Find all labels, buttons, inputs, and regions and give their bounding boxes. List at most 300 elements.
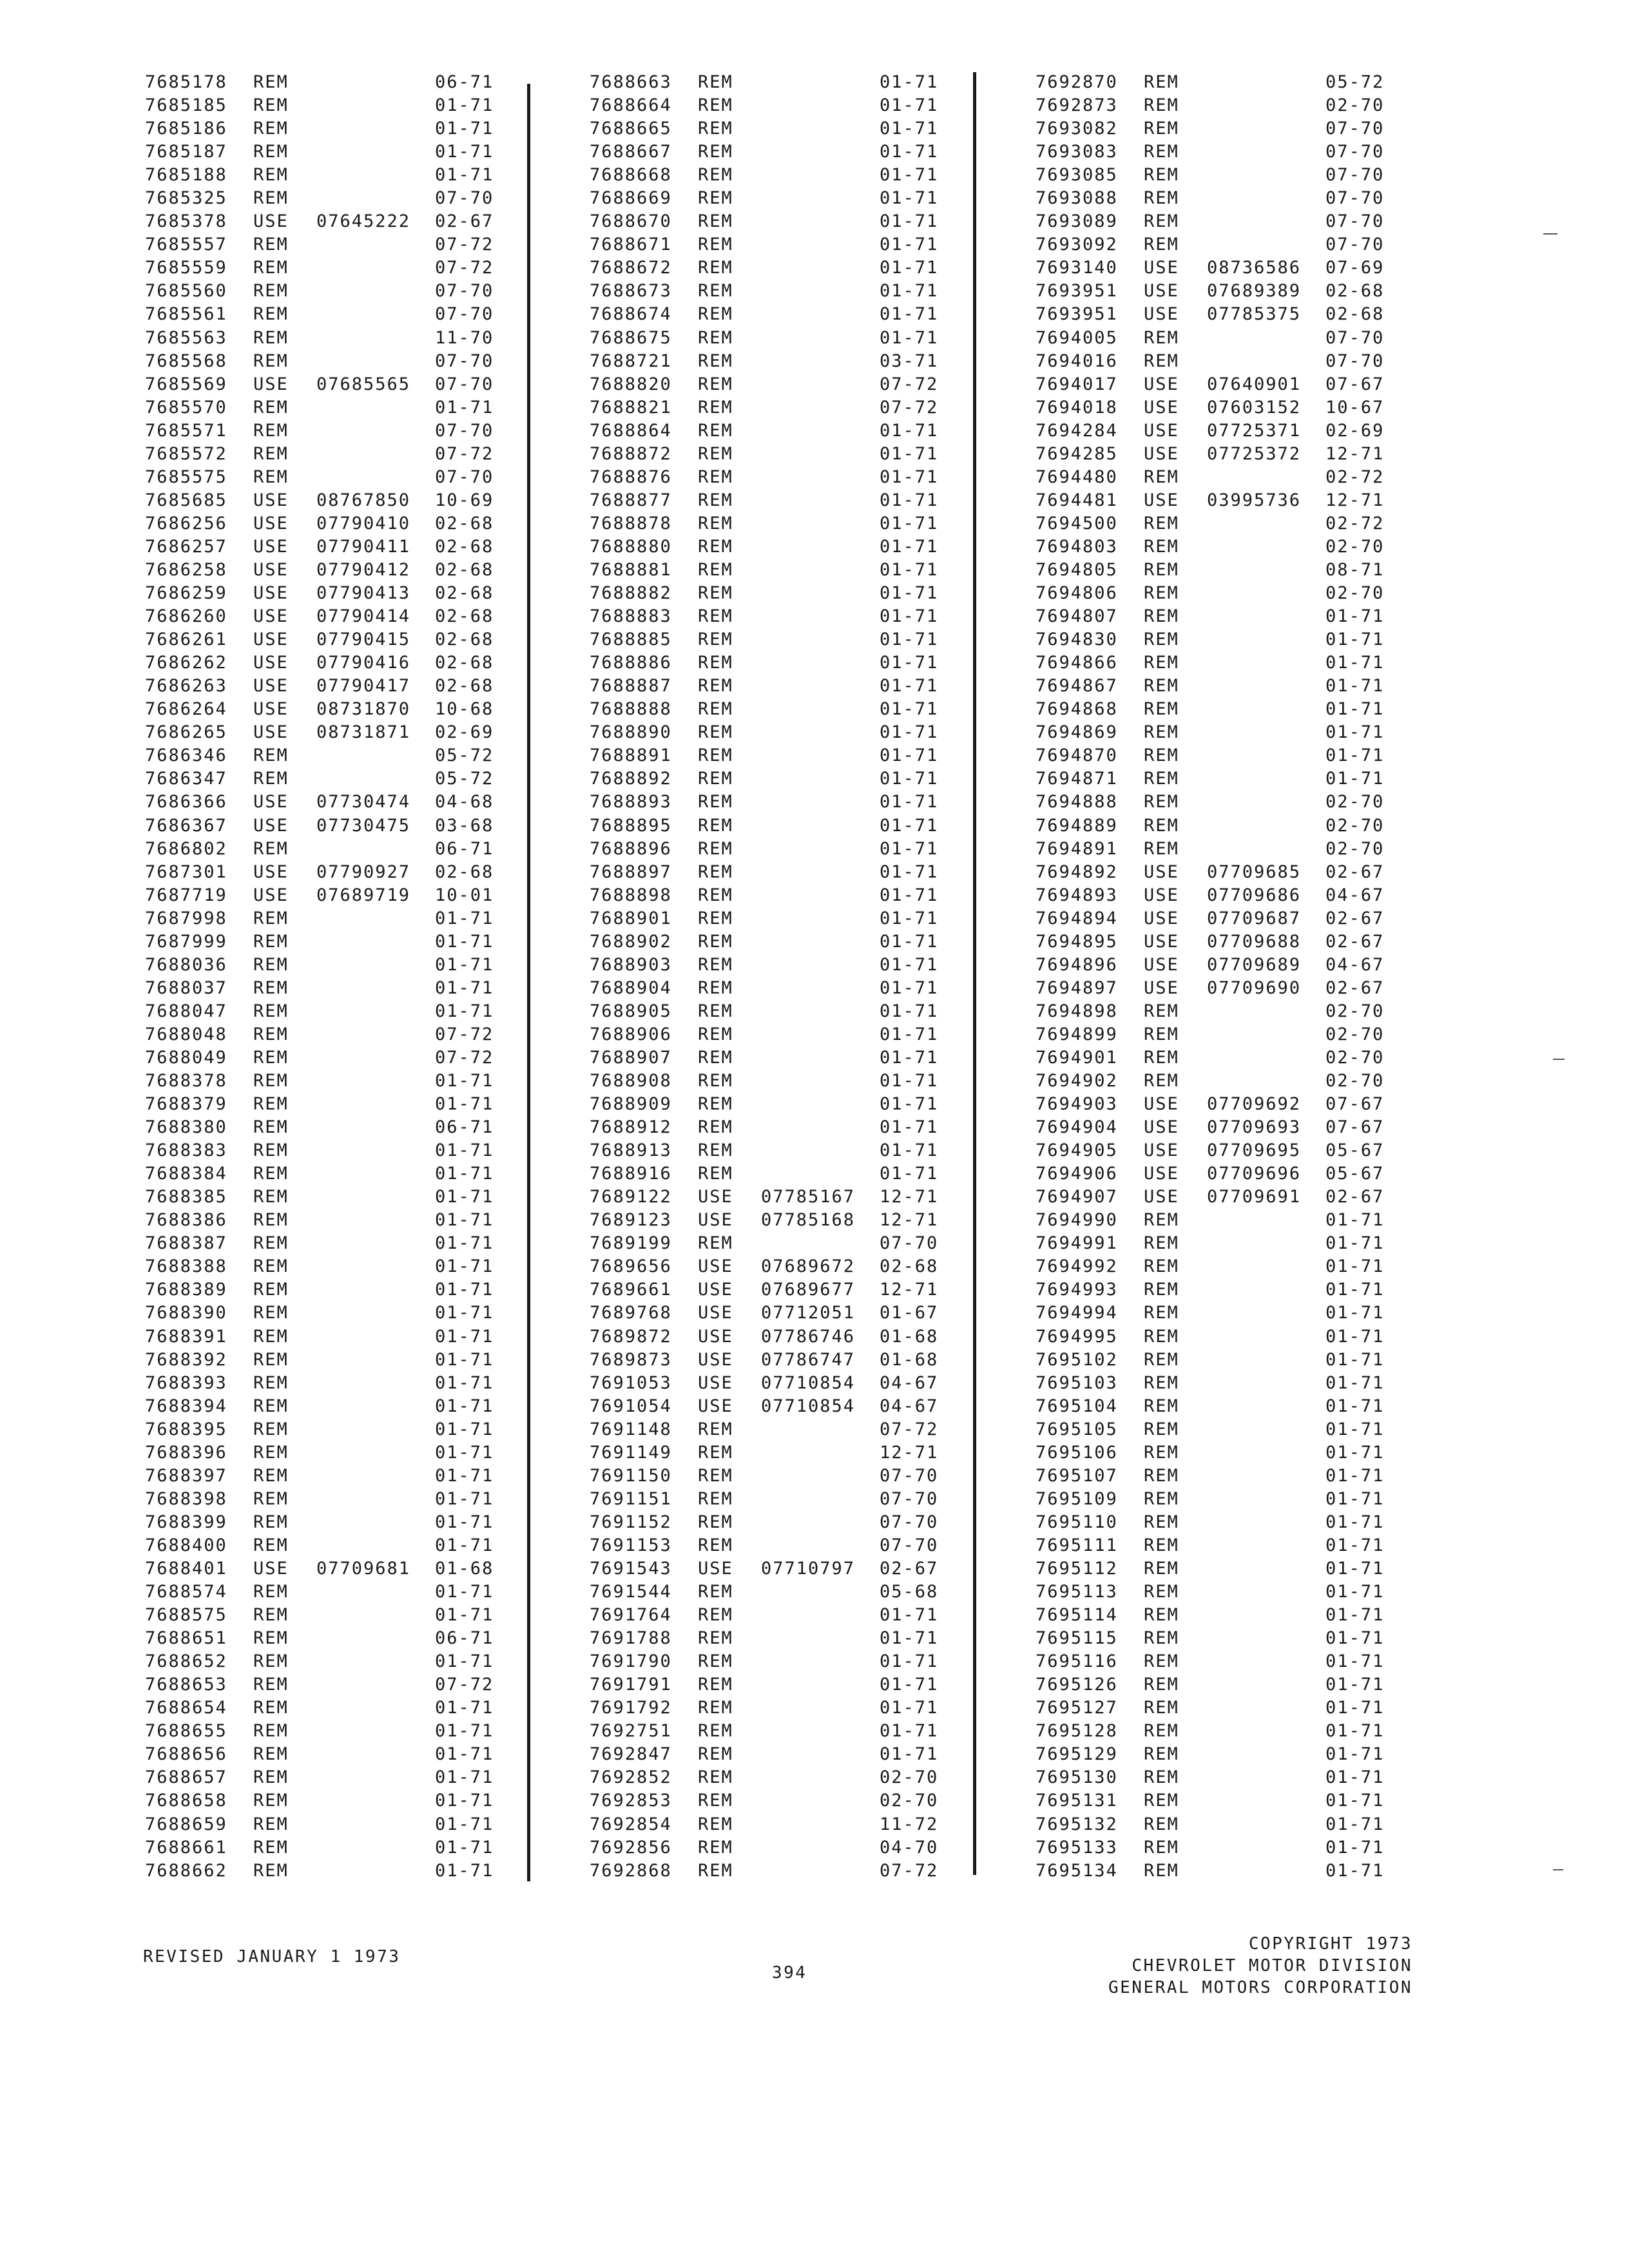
action-code: USE [1144,977,1179,998]
part-number: 7685557 [145,235,227,255]
part-number: 7691788 [590,1628,672,1649]
effective-date: 12-71 [1325,443,1385,464]
action-code: REM [1144,653,1179,673]
effective-date: 04-67 [1325,885,1385,905]
list-item [145,1046,570,1070]
list-item [1036,791,1461,814]
part-number: 7694869 [1036,722,1118,743]
part-number: 7695131 [1036,1791,1118,1811]
list-item [145,1557,570,1581]
part-number: 7694016 [1036,351,1118,371]
list-item [145,350,570,373]
effective-date: 02-68 [880,1256,939,1277]
list-item [590,1836,1015,1860]
copyright-line: COPYRIGHT 1973 [1248,1934,1412,1954]
part-number: 7695104 [1036,1396,1118,1416]
effective-date: 01-71 [1325,1605,1385,1626]
part-number: 7691791 [590,1675,672,1695]
list-item [145,1604,570,1627]
action-code: REM [698,490,733,510]
effective-date: 01-71 [435,1605,494,1626]
replacement-part-number: 07725371 [1207,420,1302,441]
effective-date: 01-71 [1325,606,1385,627]
list-item [1036,1465,1461,1488]
effective-date: 07-72 [435,443,494,464]
list-item [1036,1325,1461,1349]
part-number: 7691151 [590,1488,672,1509]
part-number: 7688390 [145,1303,227,1323]
effective-date: 11-70 [435,327,494,348]
list-item [590,1278,1015,1302]
part-number: 7694898 [1036,1001,1118,1021]
effective-date: 03-68 [435,815,494,836]
effective-date: 07-70 [880,1488,939,1509]
effective-date: 01-71 [880,676,939,697]
part-number: 7686802 [145,838,227,859]
list-item [1036,1650,1461,1673]
replacement-part-number: 07785167 [761,1187,856,1207]
action-code: REM [1144,1535,1179,1555]
part-number: 7692853 [590,1791,672,1811]
action-code: REM [253,1675,289,1695]
part-number: 7695113 [1036,1582,1118,1602]
list-item [590,1720,1015,1743]
action-code: REM [1144,327,1179,348]
action-code: REM [1144,629,1179,650]
list-item [1036,303,1461,326]
action-code: REM [698,1047,733,1068]
effective-date: 01-71 [435,1372,494,1393]
replacement-part-number: 07689389 [1207,281,1302,302]
list-item [1036,1255,1461,1278]
list-item [1036,1139,1461,1162]
part-number: 7695103 [1036,1372,1118,1393]
effective-date: 02-68 [435,653,494,673]
action-code: USE [1144,1164,1179,1184]
part-number: 7688913 [590,1140,672,1161]
action-code: REM [1144,1326,1179,1347]
effective-date: 01-71 [880,931,939,952]
action-code: REM [698,1628,733,1649]
action-code: REM [698,1164,733,1184]
action-code: REM [253,1767,289,1788]
part-number: 7688667 [590,142,672,162]
list-item [590,535,1015,559]
part-number: 7692852 [590,1767,672,1788]
part-number: 7686258 [145,559,227,580]
list-item [590,140,1015,164]
effective-date: 01-71 [435,1791,494,1811]
action-code: REM [698,815,733,836]
part-number: 7694994 [1036,1303,1118,1323]
action-code: USE [253,536,289,557]
replacement-part-number: 07709690 [1207,977,1302,998]
action-code: REM [253,1094,289,1115]
action-code: USE [253,583,289,604]
part-number: 7686260 [145,606,227,627]
effective-date: 01-71 [880,443,939,464]
part-number: 7691153 [590,1535,672,1555]
effective-date: 01-71 [435,1442,494,1463]
list-item [145,210,570,233]
effective-date: 06-71 [435,72,494,92]
action-code: REM [1144,1465,1179,1486]
effective-date: 01-71 [1325,1442,1385,1463]
part-number: 7685178 [145,72,227,92]
action-code: REM [698,443,733,464]
replacement-part-number: 07709687 [1207,908,1302,928]
action-code: REM [698,954,733,975]
list-item [1036,814,1461,838]
replacement-part-number: 07709686 [1207,885,1302,905]
list-item [145,559,570,582]
action-code: REM [253,1117,289,1138]
replacement-part-number: 07730475 [316,815,411,836]
part-number: 7688393 [145,1372,227,1393]
list-item [145,187,570,210]
action-code: REM [253,351,289,371]
effective-date: 10-01 [435,885,494,905]
part-number: 7688394 [145,1396,227,1416]
action-code: REM [698,165,733,186]
part-number: 7688575 [145,1605,227,1626]
part-number: 7688665 [590,119,672,139]
part-number: 7695126 [1036,1675,1118,1695]
part-number: 7691152 [590,1512,672,1532]
effective-date: 01-71 [880,1698,939,1718]
action-code: REM [698,1744,733,1765]
part-number: 7689873 [590,1349,672,1370]
effective-date: 01-71 [880,1164,939,1184]
replacement-part-number: 07786747 [761,1349,856,1370]
list-item [1036,1743,1461,1766]
list-item [145,1511,570,1534]
list-item [145,1116,570,1139]
effective-date: 01-71 [880,165,939,186]
replacement-part-number: 07790415 [316,629,411,650]
part-number: 7688864 [590,420,672,441]
part-number: 7694888 [1036,792,1118,812]
action-code: REM [253,397,289,418]
replacement-part-number: 08731871 [316,722,411,743]
effective-date: 01-71 [880,792,939,812]
effective-date: 01-71 [880,258,939,278]
effective-date: 01-71 [435,1837,494,1858]
part-number: 7692870 [1036,72,1118,92]
list-item [145,233,570,256]
action-code: USE [698,1326,733,1347]
list-item [1036,1673,1461,1696]
effective-date: 03-71 [880,351,939,371]
effective-date: 01-71 [435,908,494,928]
list-item [145,1766,570,1789]
part-number: 7694500 [1036,513,1118,533]
effective-date: 01-71 [880,1628,939,1649]
effective-date: 07-70 [880,1465,939,1486]
part-number: 7686263 [145,676,227,697]
part-number: 7694481 [1036,490,1118,510]
action-code: REM [1144,1233,1179,1254]
action-code: REM [253,931,289,952]
action-code: REM [698,722,733,743]
effective-date: 02-70 [880,1767,939,1788]
part-number: 7688658 [145,1791,227,1811]
effective-date: 01-71 [1325,722,1385,743]
part-number: 7688388 [145,1256,227,1277]
action-code: REM [698,513,733,533]
part-number: 7695114 [1036,1605,1118,1626]
list-item [145,605,570,628]
part-number: 7694285 [1036,443,1118,464]
action-code: USE [698,1349,733,1370]
part-number: 7693082 [1036,119,1118,139]
action-code: REM [1144,1024,1179,1044]
list-item [1036,94,1461,117]
action-code: REM [1144,1721,1179,1742]
replacement-part-number: 07785375 [1207,304,1302,325]
part-number: 7686262 [145,653,227,673]
part-number: 7691792 [590,1698,672,1718]
effective-date: 02-68 [435,559,494,580]
effective-date: 01-71 [880,1094,939,1115]
part-number: 7688883 [590,606,672,627]
part-number: 7688664 [590,95,672,116]
list-item [1036,1789,1461,1812]
effective-date: 01-71 [435,1767,494,1788]
replacement-part-number: 07710854 [761,1372,856,1393]
part-number: 7688892 [590,769,672,789]
action-code: REM [253,165,289,186]
effective-date: 02-67 [880,1559,939,1579]
part-number: 7688898 [590,885,672,905]
list-item [145,512,570,535]
part-number: 7694905 [1036,1140,1118,1161]
action-code: REM [253,1233,289,1254]
action-code: REM [1144,606,1179,627]
action-code: REM [698,119,733,139]
effective-date: 01-71 [880,838,939,859]
part-number: 7692854 [590,1814,672,1834]
part-number: 7695127 [1036,1698,1118,1718]
list-item [1036,1070,1461,1093]
effective-date: 01-71 [435,1326,494,1347]
part-number: 7694017 [1036,374,1118,394]
action-code: REM [253,1071,289,1091]
replacement-part-number: 07709692 [1207,1094,1302,1115]
list-item [145,1278,570,1302]
list-item [590,1511,1015,1534]
effective-date: 02-68 [435,606,494,627]
effective-date: 01-71 [880,327,939,348]
action-code: REM [1144,351,1179,371]
action-code: REM [1144,1837,1179,1858]
part-number: 7688663 [590,72,672,92]
part-number: 7691543 [590,1559,672,1579]
list-item [1036,628,1461,651]
action-code: REM [1144,676,1179,697]
part-number: 7685561 [145,304,227,325]
part-number: 7692873 [1036,95,1118,116]
part-number: 7688396 [145,1442,227,1463]
list-item [1036,1813,1461,1836]
action-code: REM [698,745,733,766]
list-item [145,1720,570,1743]
part-number: 7694895 [1036,931,1118,952]
list-item [145,94,570,117]
part-number: 7688882 [590,583,672,604]
scan-mark [1553,1869,1563,1870]
list-item [1036,419,1461,443]
action-code: REM [1144,1559,1179,1579]
list-item [145,1372,570,1395]
part-number: 7694995 [1036,1326,1118,1347]
action-code: REM [253,258,289,278]
action-code: REM [253,1698,289,1718]
effective-date: 01-71 [880,722,939,743]
part-number: 7691544 [590,1582,672,1602]
list-item [590,698,1015,721]
list-item [590,861,1015,884]
list-item [590,117,1015,140]
list-item [145,814,570,838]
list-item [145,117,570,140]
action-code: USE [698,1559,733,1579]
replacement-part-number: 07790414 [316,606,411,627]
replacement-part-number: 07790416 [316,653,411,673]
effective-date: 01-71 [435,931,494,952]
list-item [1036,582,1461,605]
part-number: 7686366 [145,792,227,812]
action-code: USE [1144,420,1179,441]
action-code: REM [253,142,289,162]
effective-date: 07-72 [880,374,939,394]
effective-date: 02-70 [1325,1001,1385,1021]
list-item [1036,1604,1461,1627]
list-item [1036,977,1461,1000]
effective-date: 01-71 [435,1396,494,1416]
action-code: REM [698,188,733,209]
action-code: REM [253,327,289,348]
list-item [145,744,570,767]
part-number: 7688037 [145,977,227,998]
list-item [145,767,570,791]
part-number: 7688379 [145,1094,227,1115]
part-number: 7693951 [1036,304,1118,325]
effective-date: 02-70 [1325,838,1385,859]
part-number: 7694991 [1036,1233,1118,1254]
effective-date: 01-71 [1325,1326,1385,1347]
effective-date: 01-71 [880,1675,939,1695]
part-number: 7688661 [145,1837,227,1858]
list-item [590,466,1015,489]
part-number: 7686259 [145,583,227,604]
action-code: REM [1144,1582,1179,1602]
list-item [1036,698,1461,721]
effective-date: 07-70 [880,1535,939,1555]
effective-date: 01-71 [435,1164,494,1184]
effective-date: 01-71 [435,119,494,139]
part-number: 7688669 [590,188,672,209]
action-code: REM [253,1837,289,1858]
action-code: REM [253,72,289,92]
effective-date: 01-68 [435,1559,494,1579]
part-number: 7695111 [1036,1535,1118,1555]
action-code: REM [253,281,289,302]
part-number: 7694866 [1036,653,1118,673]
part-number: 7694018 [1036,397,1118,418]
action-code: REM [698,1582,733,1602]
list-item [1036,1116,1461,1139]
list-item [1036,1023,1461,1046]
list-item [590,1139,1015,1162]
part-number: 7694894 [1036,908,1118,928]
effective-date: 12-71 [880,1442,939,1463]
effective-date: 01-71 [1325,1349,1385,1370]
action-code: USE [1144,861,1179,882]
action-code: USE [1144,1094,1179,1115]
effective-date: 07-72 [435,258,494,278]
list-item [590,1534,1015,1557]
list-item [1036,71,1461,94]
effective-date: 05-72 [1325,72,1385,92]
effective-date: 01-71 [435,1001,494,1021]
part-number: 7685569 [145,374,227,394]
list-item [145,1023,570,1046]
effective-date: 01-71 [880,769,939,789]
part-number: 7685568 [145,351,227,371]
list-item [145,1000,570,1023]
list-item [590,838,1015,861]
action-code: REM [1144,1814,1179,1834]
list-item [1036,605,1461,628]
list-item [590,744,1015,767]
effective-date: 07-70 [1325,211,1385,232]
action-code: USE [253,490,289,510]
action-code: USE [1144,374,1179,394]
action-code: REM [1144,235,1179,255]
action-code: REM [1144,72,1179,92]
part-number: 7689122 [590,1187,672,1207]
effective-date: 08-71 [1325,559,1385,580]
list-item [590,164,1015,187]
effective-date: 01-71 [880,885,939,905]
part-number: 7688671 [590,235,672,255]
action-code: REM [698,1721,733,1742]
list-item [590,1860,1015,1883]
effective-date: 07-72 [435,235,494,255]
effective-date: 02-70 [1325,815,1385,836]
effective-date: 02-68 [435,676,494,697]
action-code: REM [253,1140,289,1161]
part-number: 7694805 [1036,559,1118,580]
action-code: REM [698,908,733,928]
effective-date: 01-71 [435,1698,494,1718]
action-code: REM [698,281,733,302]
part-number: 7694896 [1036,954,1118,975]
list-item [145,303,570,326]
list-item [145,675,570,698]
list-item [145,1836,570,1860]
list-item [590,1116,1015,1139]
part-number: 7685378 [145,211,227,232]
effective-date: 01-71 [880,1117,939,1138]
part-number: 7688896 [590,838,672,859]
effective-date: 07-67 [1325,1094,1385,1115]
effective-date: 01-71 [435,1303,494,1323]
action-code: USE [253,792,289,812]
part-number: 7695112 [1036,1559,1118,1579]
action-code: REM [698,885,733,905]
